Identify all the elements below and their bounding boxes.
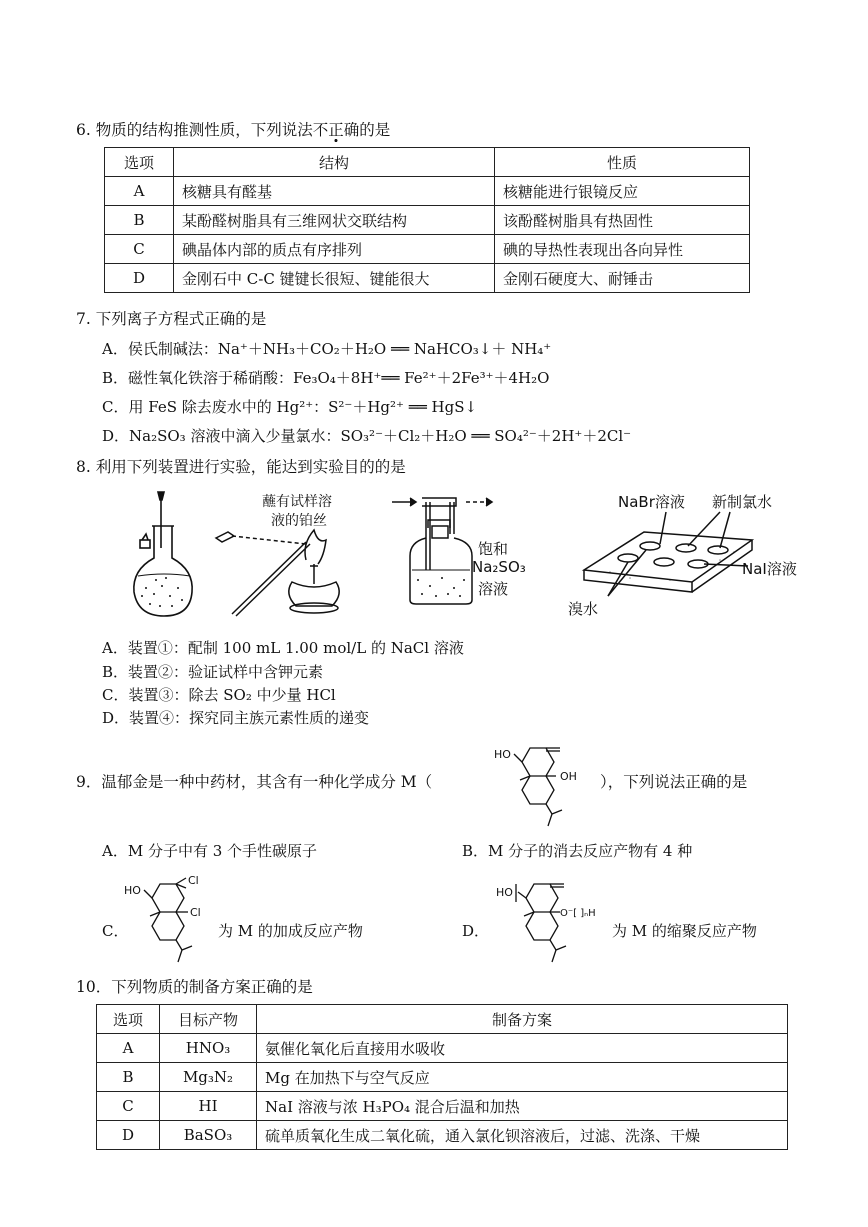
header-option: 选项	[105, 148, 174, 177]
cell-structure: 金刚石中 C-C 键键长很短、键能很大	[174, 264, 495, 293]
cell-plan: NaI 溶液与浓 H₃PO₄ 混合后温和加热	[257, 1092, 788, 1121]
cell-option: D	[97, 1121, 160, 1150]
cell-structure: 碘晶体内部的质点有序排列	[174, 235, 495, 264]
ho-label: HO	[494, 748, 511, 761]
cell-option: C	[97, 1092, 160, 1121]
cell-target: HNO₃	[160, 1034, 257, 1063]
ho-label: HO	[496, 886, 513, 899]
cell-structure: 某酚醛树脂具有三维网状交联结构	[174, 206, 495, 235]
table-row	[105, 177, 750, 206]
q9-option-d-suffix: 为 M 的缩聚反应产物	[612, 922, 757, 940]
q6-stem-pre: 6. 物质的结构推测性质，下列说法	[76, 121, 313, 139]
q7-option-d: D．Na₂SO₃ 溶液中滴入少量氯水：SO₃²⁻＋Cl₂＋H₂O ══ SO₄²⁻＋2H⁺＋2Cl⁻	[102, 427, 632, 445]
q6-emph-char: 确 ·	[344, 121, 360, 139]
cell-property: 该酚醛树脂具有热固性	[495, 206, 750, 235]
option-d-structure	[494, 872, 612, 964]
q8-stem: 8. 利用下列装置进行实验，能达到实验目的的是	[76, 458, 406, 476]
q6-stem	[76, 118, 390, 140]
volumetric-flask-diagram	[128, 488, 200, 620]
q9-option-b: B．M 分子的消去反应产物有 4 种	[462, 842, 693, 860]
table-row	[105, 264, 750, 293]
cl-water-label: 新制氯水	[712, 493, 773, 511]
br-water-label: 溴水	[568, 600, 599, 618]
q6-stem-emphasis	[313, 121, 360, 139]
table-row	[105, 235, 750, 264]
q9-stem-pre: 9．温郁金是一种中药材，其含有一种化学成分 M（	[76, 773, 433, 791]
nabr-label: NaBr溶液	[618, 493, 685, 511]
o-polymer-label: O⁻[ ]ₙH	[560, 908, 596, 919]
q6-emph-char: 不 ·	[313, 121, 329, 139]
cell-option: B	[105, 206, 174, 235]
q6-emph-char: 正 ·	[328, 121, 344, 139]
q8-option-c: C．装置③：除去 SO₂ 中少量 HCl	[102, 686, 336, 704]
cell-option: A	[97, 1034, 160, 1063]
header-property: 性质	[495, 148, 750, 177]
q9-option-d-prefix: D．	[462, 922, 490, 940]
cell-option: A	[105, 177, 174, 206]
cell-property: 碘的导热性表现出各向异性	[495, 235, 750, 264]
q7-option-c: C．用 FeS 除去废水中的 Hg²⁺：S²⁻＋Hg²⁺ ══ HgS↓	[102, 398, 478, 416]
q9-option-c-suffix: 为 M 的加成反应产物	[218, 922, 363, 940]
spot-plate-diagram	[580, 510, 760, 602]
q10-stem: 10．下列物质的制备方案正确的是	[76, 978, 313, 996]
cell-plan: Mg 在加热下与空气反应	[257, 1063, 788, 1092]
table-header-row	[97, 1005, 788, 1034]
ho-label: HO	[124, 884, 141, 897]
option-c-structure	[120, 872, 220, 964]
cell-structure: 核糖具有醛基	[174, 177, 495, 206]
header-target: 目标产物	[160, 1005, 257, 1034]
cell-property: 金刚石硬度大、耐锤击	[495, 264, 750, 293]
pt-wire-label-2: 液的铂丝	[271, 513, 327, 529]
q9-option-c-prefix: C．	[102, 922, 129, 940]
q6-table	[104, 147, 750, 293]
cell-option: D	[105, 264, 174, 293]
q7-stem: 7. 下列离子方程式正确的是	[76, 310, 267, 328]
cell-target: BaSO₃	[160, 1121, 257, 1150]
table-row	[97, 1092, 788, 1121]
cell-target: Mg₃N₂	[160, 1063, 257, 1092]
solution-label: 溶液	[478, 580, 509, 598]
header-structure: 结构	[174, 148, 495, 177]
q7-option-b: B．磁性氧化铁溶于稀硝酸：Fe₃O₄＋8H⁺══ Fe²⁺＋2Fe³⁺＋4H₂O	[102, 369, 550, 387]
header-option: 选项	[97, 1005, 160, 1034]
table-header-row	[105, 148, 750, 177]
q9-stem-post: ），下列说法正确的是	[600, 773, 748, 791]
pt-wire-label-1: 蘸有试样溶	[262, 494, 332, 510]
table-row	[97, 1063, 788, 1092]
oh-label: OH	[560, 770, 577, 783]
table-row	[97, 1034, 788, 1063]
q8-option-d: D．装置④：探究同主族元素性质的递变	[102, 709, 370, 727]
q7-option-a: A．侯氏制碱法：Na⁺＋NH₃＋CO₂＋H₂O ══ NaHCO₃↓＋ NH₄⁺	[102, 340, 552, 358]
q6-stem-post: 的是	[359, 121, 391, 139]
q8-option-b: B．装置②：验证试样中含钾元素	[102, 663, 324, 681]
cl-label: Cl	[188, 874, 199, 887]
header-plan: 制备方案	[257, 1005, 788, 1034]
nai-label: NaI溶液	[742, 560, 797, 578]
cell-property: 核糖能进行银镜反应	[495, 177, 750, 206]
saturated-label: 饱和	[478, 540, 509, 558]
table-row	[97, 1121, 788, 1150]
q10-table	[96, 1004, 788, 1150]
cell-option: B	[97, 1063, 160, 1092]
molecule-m-structure	[490, 740, 600, 832]
cell-target: HI	[160, 1092, 257, 1121]
table-row	[105, 206, 750, 235]
q9-option-a: A．M 分子中有 3 个手性碳原子	[102, 842, 318, 860]
cell-plan: 氨催化氧化后直接用水吸收	[257, 1034, 788, 1063]
flame-test-diagram	[214, 522, 364, 618]
cell-option: C	[105, 235, 174, 264]
cl-label: Cl	[190, 906, 201, 919]
q8-option-a: A．装置①：配制 100 mL 1.00 mol/L 的 NaCl 溶液	[102, 639, 464, 657]
cell-plan: 硫单质氧化生成二氧化硫，通入氯化钡溶液后，过滤、洗涤、干燥	[257, 1121, 788, 1150]
na2so3-label: Na₂SO₃	[472, 558, 526, 576]
